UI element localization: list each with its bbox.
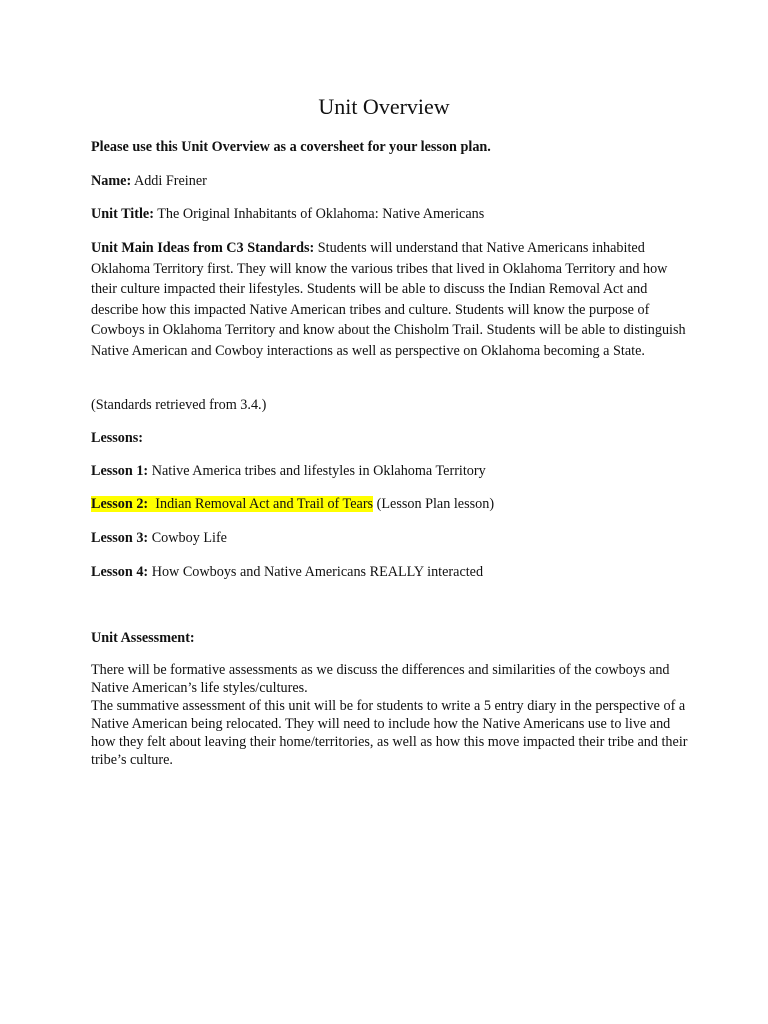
lesson-3-value: Cowboy Life: [148, 530, 227, 546]
lessons-heading: Lessons:: [91, 430, 144, 446]
main-ideas-value: Students will understand that Native Americans inhabited Oklahoma Territory first. They will know the various tribes that lived in Oklahoma Territory and how their culture impacted their lifestyles. Students will be able to discuss the Indian Removal Act and describe how this impacted Native American tribes and culture. Students will know the purpose of Cowboys in Oklahoma Territory and know about the Chisholm Trail. Students will be able to distinguish Native American and Cowboy interactions as well as perspective on Oklahoma becoming a State.: [91, 240, 686, 359]
name-label: Name:: [91, 173, 132, 189]
main-ideas-label: Unit Main Ideas from C3 Standards:: [91, 240, 315, 256]
lesson-2-highlight: [91, 496, 373, 512]
unit-title-value: The Original Inhabitants of Oklahoma: Native Americans: [153, 206, 485, 222]
lesson-4: [91, 562, 691, 583]
lesson-2: [91, 494, 691, 515]
lesson-2-suffix: (Lesson Plan lesson): [373, 496, 495, 512]
lesson-1-label: Lesson 1:: [91, 463, 149, 479]
lesson-4-value: How Cowboys and Native Americans REALLY interacted: [148, 564, 484, 580]
standards-note: (Standards retrieved from 3.4.): [91, 397, 267, 413]
page-title: Unit Overview: [318, 94, 450, 119]
assessment-heading: Unit Assessment:: [91, 630, 195, 646]
unit-title-field: [91, 204, 691, 225]
assessment-summative: The summative assessment of this unit will be for students to write a 5 entry diary in the perspective of a Native American being relocated. They will need to include how the Native Americans use to live and how they felt about leaving their home/territories, as well as how this move impacted their tribe and their tribe’s culture.: [91, 698, 688, 768]
unit-title-label: Unit Title:: [91, 206, 154, 222]
lesson-1: [91, 461, 691, 482]
lesson-2-value: Indian Removal Act and Trail of Tears: [148, 496, 374, 512]
main-ideas-field: [91, 238, 691, 361]
lesson-4-label: Lesson 4:: [91, 564, 149, 580]
lesson-2-label: Lesson 2:: [91, 496, 149, 512]
assessment-formative: There will be formative assessments as we discuss the differences and similarities of the cowboys and Native American’s life styles/cultures.: [91, 662, 670, 696]
instruction-text: Please use this Unit Overview as a coversheet for your lesson plan.: [91, 139, 491, 155]
lesson-3-label: Lesson 3:: [91, 530, 149, 546]
lesson-1-value: Native America tribes and lifestyles in Oklahoma Territory: [148, 463, 486, 479]
lesson-3: [91, 528, 691, 549]
name-field: [91, 171, 691, 192]
name-value: Addi Freiner: [131, 173, 207, 189]
